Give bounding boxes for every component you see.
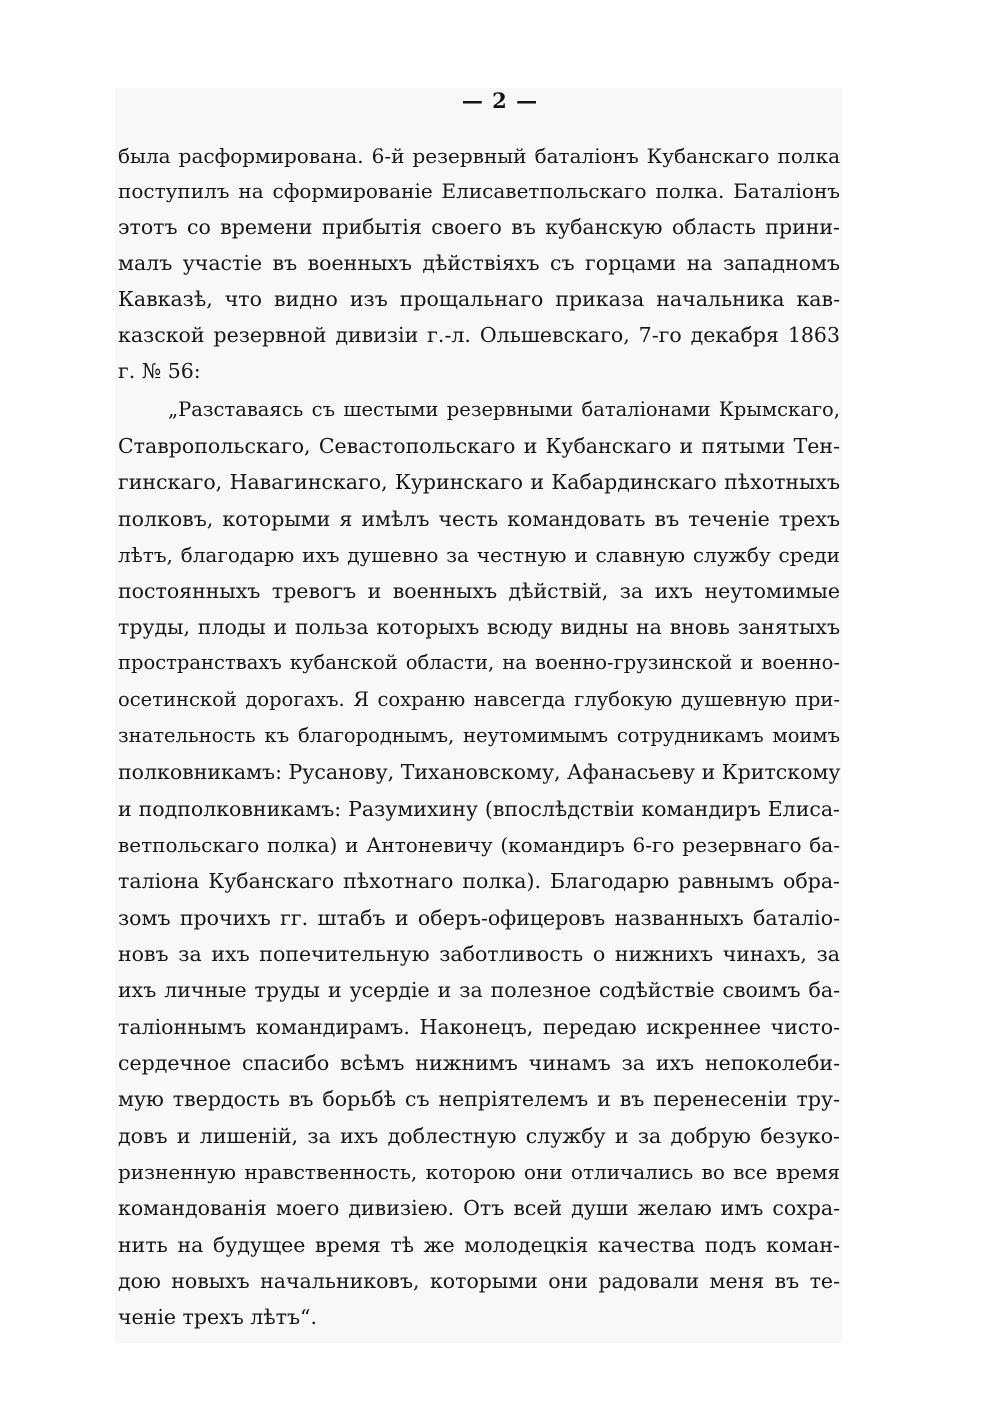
text-line: пространствахъ кубанской области, на военно-грузинской и военно-: [118, 651, 840, 674]
text-line: новъ за ихъ попечительную заботливость о нижнихъ чинахъ, за: [118, 942, 840, 966]
text-line: казской резервной дивизіи г.-л. Ольшевскаго, 7-го декабря 1863: [118, 323, 840, 347]
text-line: ветпольскаго полка) и Антоневичу (командиръ 6-го резервнаго ба-: [118, 833, 840, 857]
text-line: и подполковникамъ: Разумихину (впослѣдствіи командиръ Елиса-: [118, 797, 840, 821]
text-line: довъ и лишеній, за ихъ доблестную службу и за добрую безуко-: [118, 1124, 840, 1148]
text-line: Кавказѣ, что видно изъ прощальнаго приказа начальника кав-: [118, 287, 840, 311]
text-line: постоянныхъ тревогъ и военныхъ дѣйствій, за ихъ неутомимые: [118, 579, 840, 603]
page-number: — 2 —: [461, 88, 539, 113]
text-line: малъ участіе въ военныхъ дѣйствіяхъ съ горцами на западномъ: [118, 251, 840, 275]
text-line: сердечное спасибо всѣмъ нижнимъ чинамъ за ихъ непоколеби-: [118, 1051, 840, 1075]
text-line: полковъ, которыми я имѣлъ честь командовать въ теченіе трехъ: [118, 507, 840, 531]
text-line: таліоннымъ командирамъ. Наконецъ, передаю искреннее чисто-: [118, 1015, 840, 1039]
text-line: нить на будущее время тѣ же молодецкія качества подъ коман-: [118, 1233, 840, 1257]
text-line: мую твердость въ борьбѣ съ непріятелемъ и въ перенесеніи тру-: [118, 1087, 840, 1111]
text-line: труды, плоды и польза которыхъ всюду видны на вновь занятыхъ: [118, 615, 840, 639]
text-line: ихъ личные труды и усердіе и за полезное содѣйствіе своимъ ба-: [118, 978, 840, 1002]
text-line: была расформирована. 6-й резервный баталіонъ Кубанскаго полка: [118, 144, 840, 168]
text-line: г. № 56:: [118, 359, 201, 383]
text-line: гинскаго, Навагинскаго, Куринскаго и Кабардинскаго пѣхотныхъ: [118, 470, 840, 494]
text-line: знательность къ благороднымъ, неутомимымъ сотрудникамъ моимъ: [118, 724, 840, 747]
text-line: дою новыхъ начальниковъ, которыми они радовали меня въ те-: [118, 1269, 840, 1293]
text-line: ризненную нравственность, которою они отличались во все время: [118, 1160, 840, 1184]
text-line: поступилъ на сформированіе Елисаветпольскаго полка. Баталіонъ: [118, 179, 840, 203]
text-line: „Разставаясь съ шестыми резервными баталіонами Крымскаго,: [168, 398, 840, 421]
text-line: ченіе трехъ лѣтъ“.: [118, 1305, 318, 1329]
text-line: Ставропольскаго, Севастопольскаго и Кубанскаго и пятыми Тен-: [118, 434, 840, 458]
text-line: зомъ прочихъ гг. штабъ и оберъ-офицеровъ названныхъ баталіо-: [118, 906, 840, 930]
text-line: лѣтъ, благодарю ихъ душевно за честную и славную службу среди: [118, 543, 840, 567]
text-line: таліона Кубанскаго пѣхотнаго полка). Благодарю равнымъ обра-: [118, 869, 840, 893]
text-line: этотъ со времени прибытія своего въ кубанскую область прини-: [118, 215, 840, 239]
text-line: командованія моего дивизіею. Отъ всей души желаю имъ сохра-: [118, 1196, 840, 1220]
text-line: осетинской дорогахъ. Я сохраню навсегда глубокую душевную при-: [118, 688, 840, 711]
text-line: полковникамъ: Русанову, Тихановскому, Афанасьеву и Критскому: [118, 760, 841, 784]
